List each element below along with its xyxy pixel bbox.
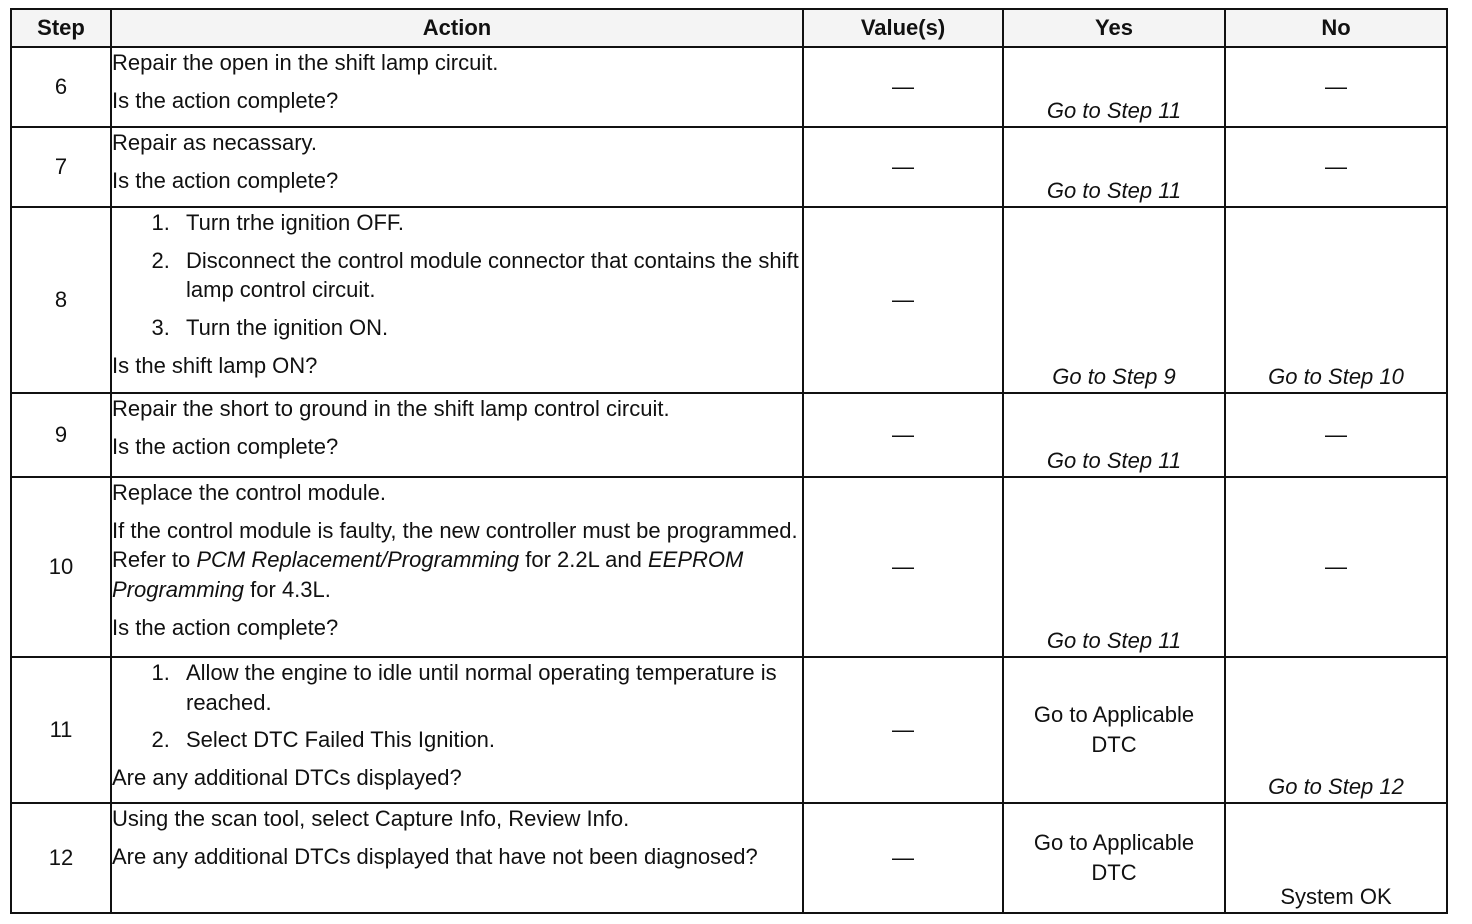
yes-cell (1003, 803, 1225, 913)
value-cell: — (803, 657, 1003, 803)
action-text: Replace the control module. (112, 480, 386, 505)
no-cell: Go to Step 10 (1225, 207, 1447, 393)
pcm-reference-link: PCM Replacement/Programming (196, 547, 520, 573)
value-cell: — (803, 207, 1003, 393)
action-text: Using the scan tool, select Capture Info, Review Info. (112, 806, 630, 831)
yes-cell: Go to Step 11 (1003, 47, 1225, 127)
value-cell: — (803, 803, 1003, 913)
action-cell (111, 657, 803, 803)
step-number: 10 (11, 477, 111, 657)
step-number: 7 (11, 127, 111, 207)
table-row-step-7 (11, 127, 1447, 207)
action-question: Are any additional DTCs displayed? (112, 765, 462, 791)
yes-text: Go to Applicable (1033, 702, 1195, 728)
yes-text: Go to Applicable (1033, 830, 1195, 856)
no-cell: — (1225, 393, 1447, 477)
action-list-item: 1. Turn trhe ignition OFF. (176, 208, 802, 238)
action-text: Repair as necassary. (112, 130, 318, 155)
yes-cell: Go to Step 11 (1003, 127, 1225, 207)
action-question: Are any additional DTCs displayed that have not been diagnosed? (112, 843, 758, 869)
action-question: Is the action complete? (112, 614, 339, 640)
action-list-item: 1. Allow the engine to idle until normal operating temperature is reached. (176, 658, 802, 717)
header-values: Value(s) (803, 9, 1003, 47)
no-cell: — (1225, 47, 1447, 127)
diagnostic-table (10, 8, 1448, 914)
header-yes: Yes (1003, 9, 1225, 47)
header-action: Action (111, 9, 803, 47)
yes-cell: Go to Step 11 (1003, 393, 1225, 477)
header-row (11, 9, 1447, 47)
yes-text: DTC (1091, 860, 1137, 885)
yes-cell: Go to Step 9 (1003, 207, 1225, 393)
action-text: Repair the short to ground in the shift lamp control circuit. (112, 396, 670, 421)
step-number: 11 (11, 657, 111, 803)
action-question: Is the action complete? (112, 167, 339, 193)
no-cell: — (1225, 477, 1447, 657)
table-row-step-6 (11, 47, 1447, 127)
action-question: Is the shift lamp ON? (112, 352, 318, 378)
action-list (112, 658, 802, 755)
action-cell (111, 47, 803, 127)
step-number: 8 (11, 207, 111, 393)
table-row-step-9 (11, 393, 1447, 477)
no-cell: Go to Step 12 (1225, 657, 1447, 803)
action-question: Is the action complete? (112, 433, 339, 459)
action-note (112, 516, 802, 605)
action-list (112, 208, 802, 343)
header-step: Step (11, 9, 111, 47)
table-row-step-8 (11, 207, 1447, 393)
value-cell: — (803, 477, 1003, 657)
action-list-item: 2. Select DTC Failed This Ignition. (176, 725, 802, 755)
note-text: for 4.3L. (244, 577, 331, 603)
table-row-step-11 (11, 657, 1447, 803)
yes-cell: Go to Step 11 (1003, 477, 1225, 657)
value-cell: — (803, 393, 1003, 477)
step-number: 9 (11, 393, 111, 477)
eeprom-reference-link: EEPROM Programming (112, 547, 744, 603)
yes-cell (1003, 657, 1225, 803)
note-text: If the control module is faulty, the new controller must be programmed. Refer to (112, 517, 798, 573)
action-list-item: 2. Disconnect the control module connector that contains the shift lamp control circuit. (176, 246, 802, 305)
action-question: Is the action complete? (112, 87, 339, 113)
no-cell: — (1225, 127, 1447, 207)
table-row-step-12 (11, 803, 1447, 913)
action-cell (111, 803, 803, 913)
action-cell (111, 477, 803, 657)
action-cell (111, 393, 803, 477)
note-text: for 2.2L and (519, 547, 648, 573)
action-text: Repair the open in the shift lamp circuit. (112, 50, 499, 75)
table-row-step-10 (11, 477, 1447, 657)
action-cell (111, 127, 803, 207)
value-cell: — (803, 127, 1003, 207)
action-list-item: 3. Turn the ignition ON. (176, 313, 802, 343)
step-number: 12 (11, 803, 111, 913)
yes-text: DTC (1091, 732, 1137, 757)
header-no: No (1225, 9, 1447, 47)
action-cell (111, 207, 803, 393)
no-cell: System OK (1225, 803, 1447, 913)
step-number: 6 (11, 47, 111, 127)
value-cell: — (803, 47, 1003, 127)
